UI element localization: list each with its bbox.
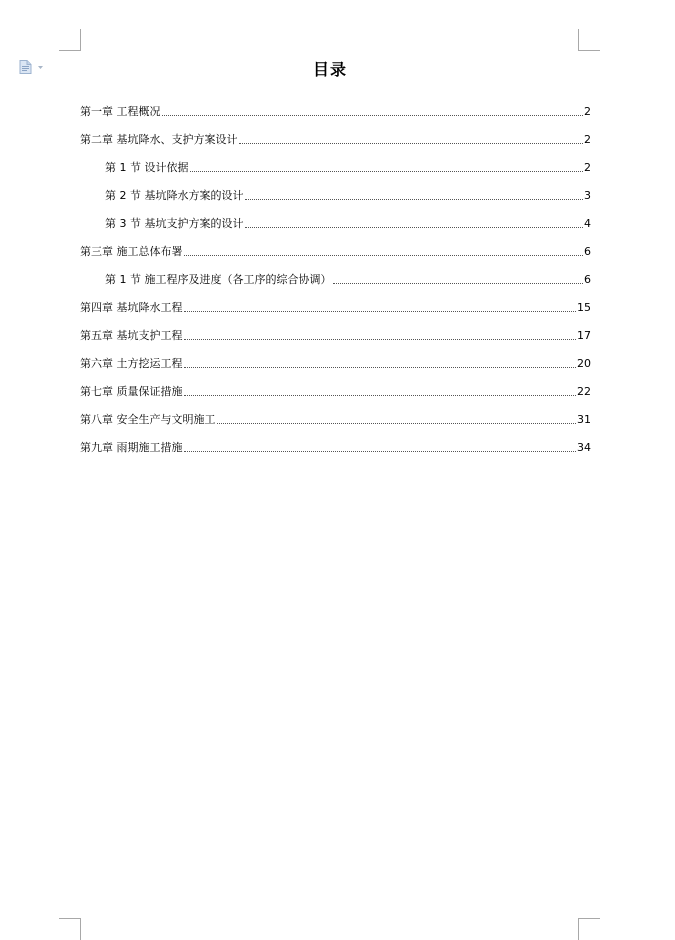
- toc-dot-leader: [162, 115, 584, 116]
- toc-entry[interactable]: [80, 344, 591, 372]
- toc-dot-leader: [245, 227, 584, 228]
- toc-entry[interactable]: [80, 176, 591, 204]
- table-of-contents: [80, 92, 591, 456]
- toc-dot-leader: [184, 367, 577, 368]
- toc-entry[interactable]: [80, 204, 591, 232]
- toc-entry[interactable]: [80, 316, 591, 344]
- toc-page-number: 2: [584, 161, 591, 174]
- toc-entry[interactable]: [80, 148, 591, 176]
- toc-entry-title: 第六章 土方挖运工程: [80, 357, 183, 370]
- toc-entry[interactable]: [80, 288, 591, 316]
- toc-dot-leader: [245, 199, 584, 200]
- toc-dot-leader: [184, 451, 577, 452]
- toc-page-number: 20: [577, 357, 591, 370]
- toc-page-number: 6: [584, 273, 591, 286]
- toc-entry-title: 第三章 施工总体布署: [80, 245, 183, 258]
- toc-entry[interactable]: [80, 232, 591, 260]
- toc-title: 目录: [312, 60, 347, 79]
- toc-entry-title: 第 1 节 设计依据: [105, 161, 189, 174]
- toc-dot-leader: [190, 171, 584, 172]
- toc-entry[interactable]: [80, 260, 591, 288]
- toc-page-number: 2: [584, 105, 591, 118]
- toc-page-number: 3: [584, 189, 591, 202]
- toc-page-number: 2: [584, 133, 591, 146]
- toc-dot-leader: [184, 311, 577, 312]
- toc-entry-title: 第九章 雨期施工措施: [80, 441, 183, 454]
- toc-page-number: 17: [577, 329, 591, 342]
- toc-entry[interactable]: [80, 400, 591, 428]
- toc-entry-title: 第 2 节 基坑降水方案的设计: [105, 189, 244, 202]
- toc-entry-title: 第二章 基坑降水、支护方案设计: [80, 133, 238, 146]
- toc-page-number: 34: [577, 441, 591, 454]
- toc-page-number: 6: [584, 245, 591, 258]
- toc-entry[interactable]: [80, 372, 591, 400]
- toc-page-number: 15: [577, 301, 591, 314]
- toc-dot-leader: [333, 283, 584, 284]
- margin-mark-bottom-left: [59, 918, 81, 940]
- toc-dot-leader: [239, 143, 584, 144]
- toc-page-number: 22: [577, 385, 591, 398]
- toc-dot-leader: [184, 255, 584, 256]
- toc-entry-title: 第四章 基坑降水工程: [80, 301, 183, 314]
- toc-entry-title: 第 1 节 施工程序及进度（各工序的综合协调）: [105, 273, 332, 286]
- toc-entry-title: 第七章 质量保证措施: [80, 385, 183, 398]
- margin-mark-top-left: [59, 29, 81, 51]
- margin-mark-top-right: [578, 29, 600, 51]
- toc-entry-title: 第一章 工程概况: [80, 105, 161, 118]
- toc-dot-leader: [184, 395, 577, 396]
- toc-entry-title: 第八章 安全生产与文明施工: [80, 413, 216, 426]
- toc-entry-title: 第 3 节 基坑支护方案的设计: [105, 217, 244, 230]
- toc-dot-leader: [217, 423, 577, 424]
- margin-mark-bottom-right: [578, 918, 600, 940]
- toc-page-number: 31: [577, 413, 591, 426]
- toc-entry[interactable]: [80, 120, 591, 148]
- toc-entry-title: 第五章 基坑支护工程: [80, 329, 183, 342]
- toc-entry[interactable]: [80, 92, 591, 120]
- toc-entry[interactable]: [80, 428, 591, 456]
- toc-dot-leader: [184, 339, 577, 340]
- toc-page-number: 4: [584, 217, 591, 230]
